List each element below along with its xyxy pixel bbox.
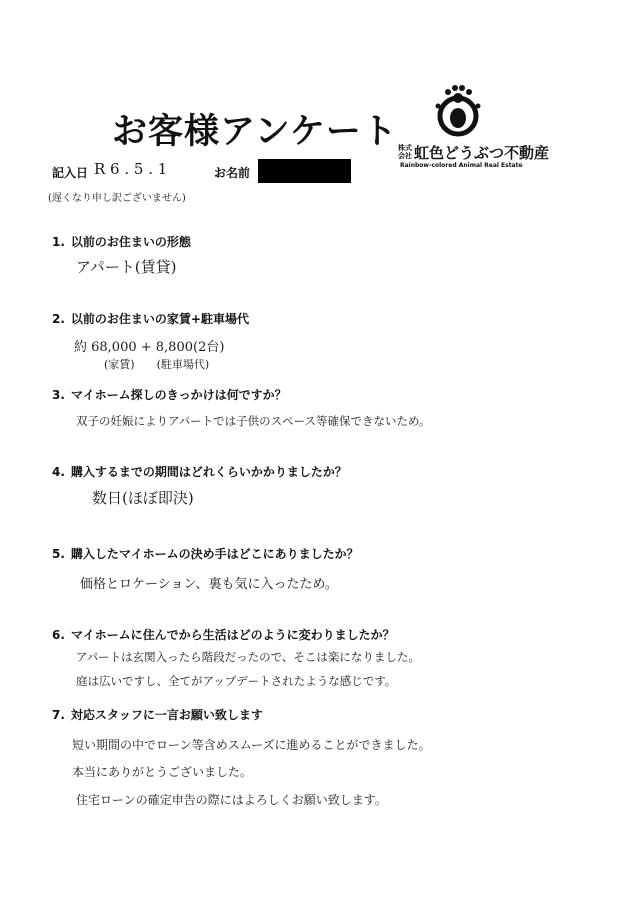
question-number: 5. — [52, 547, 65, 561]
question-5 — [52, 545, 359, 562]
date-label: 記入日 — [52, 166, 89, 180]
name-label: お名前 — [214, 166, 251, 180]
question-text: マイホームに住んでから生活はどのように変わりましたか？ — [70, 628, 395, 642]
question-text: マイホーム探しのきっかけは何ですか？ — [70, 388, 287, 402]
question-2 — [52, 310, 249, 327]
animal-paw-logo-icon — [428, 82, 488, 140]
question-text: 対応スタッフに一言お願い致します — [70, 708, 263, 722]
page-title: お客様アンケート — [112, 112, 398, 152]
question-text: 購入するまでの期間はどれくらいかかりましたか？ — [70, 465, 347, 479]
question-7 — [52, 706, 263, 723]
answer-2-line-1: 約 68,000 + 8,800(2台) — [74, 340, 225, 355]
question-number: 7. — [52, 708, 65, 722]
logo-company-name: 虹色どうぶつ不動産 — [414, 144, 550, 162]
question-number: 2. — [52, 312, 65, 326]
question-1 — [52, 233, 191, 250]
question-4 — [52, 463, 347, 480]
question-3 — [52, 386, 287, 403]
question-number: 6. — [52, 628, 65, 642]
question-text: 以前のお住まいの家賃+駐車場代 — [70, 312, 249, 326]
answer-2-line-2: (家賃) (駐車場代) — [104, 358, 210, 371]
apology-note: (遅くなり申し訳ございません) — [48, 193, 186, 204]
answer-6-line-1: アパートは玄関入ったら階段だったので、そこは楽になりました。 — [76, 650, 420, 664]
logo-company-english: Rainbow-colored Animal Real Estate — [400, 162, 523, 169]
question-6 — [52, 626, 395, 643]
logo-corp-type: 株式会社 — [398, 144, 412, 160]
answer-7-line-2: 本当にありがとうございました。 — [72, 765, 253, 779]
answer-6-line-2: 庭は広いですし、全てがアップデートされたような感じです。 — [76, 674, 397, 688]
answer-5: 価格とロケーション、裏も気に入ったため。 — [80, 577, 338, 592]
answer-3: 双子の妊娠によりアパートでは子供のスペース等確保できないため。 — [76, 414, 431, 428]
answer-4: 数日(ほぼ即決) — [92, 489, 194, 507]
question-text: 購入したマイホームの決め手はどこにありましたか？ — [70, 547, 359, 561]
answer-7-line-3: 住宅ローンの確定申告の際にはよろしくお願い致します。 — [76, 793, 387, 807]
answer-1: アパート(賃貸) — [76, 258, 177, 276]
answer-7-line-1: 短い期間の中でローン等含めスムーズに進めることができました。 — [72, 738, 431, 752]
question-number: 4. — [52, 465, 65, 479]
date-value: R 6 . 5 . 1 — [94, 160, 168, 178]
question-number: 1. — [52, 235, 65, 249]
company-logo — [398, 82, 558, 182]
question-text: 以前のお住まいの形態 — [70, 235, 191, 249]
name-redaction — [258, 159, 351, 183]
question-number: 3. — [52, 388, 65, 402]
